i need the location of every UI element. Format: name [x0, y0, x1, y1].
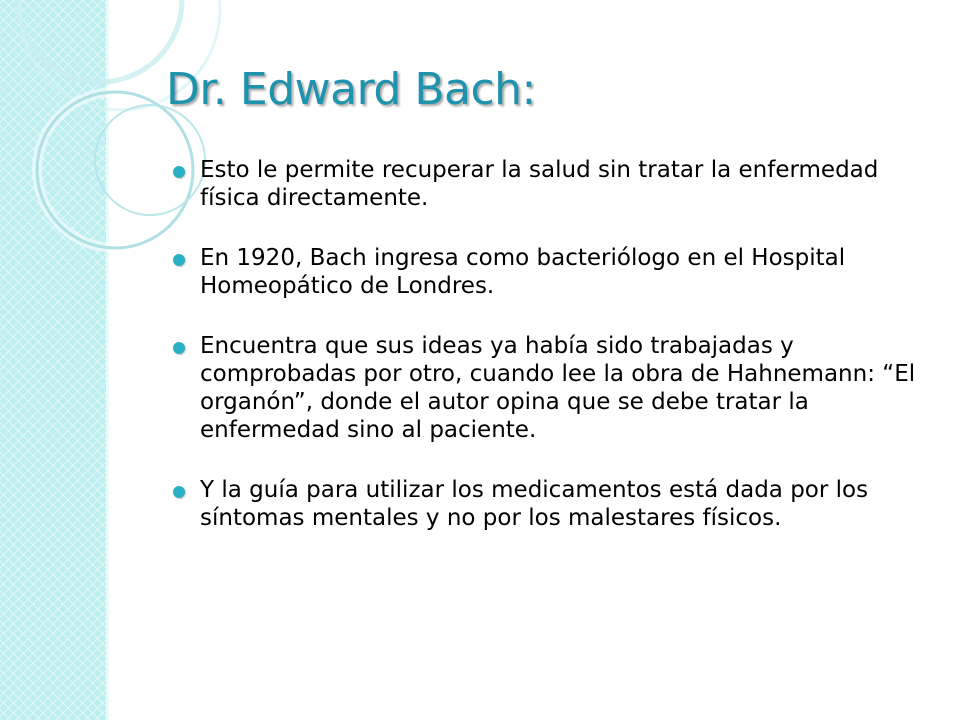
bullet-list — [168, 156, 918, 564]
slide-title: Dr. Edward Bach: — [166, 64, 536, 115]
bullet-text: Y la guía para utilizar los medicamentos está dada por los síntomas mentales y no por los malestares físicos. — [200, 477, 869, 531]
side-band — [0, 0, 108, 720]
side-band-edge — [106, 0, 109, 720]
list-item — [168, 156, 918, 212]
circle-bullet-icon — [173, 166, 185, 178]
list-item — [168, 244, 918, 300]
circle-bullet-icon — [173, 342, 185, 354]
list-item — [168, 332, 918, 444]
bullet-text: Encuentra que sus ideas ya había sido trabajadas y comprobadas por otro, cuando lee la obra de Hahnemann: “El organón”, donde el autor opina que se debe tratar la enfermedad sino al paciente. — [200, 333, 916, 443]
bullet-text: En 1920, Bach ingresa como bacteriólogo en el Hospital Homeopático de Londres. — [200, 245, 846, 299]
circle-bullet-icon — [173, 254, 185, 266]
list-item — [168, 476, 918, 532]
circle-bullet-icon — [173, 486, 185, 498]
bullet-text: Esto le permite recuperar la salud sin tratar la enfermedad física directamente. — [200, 157, 879, 211]
